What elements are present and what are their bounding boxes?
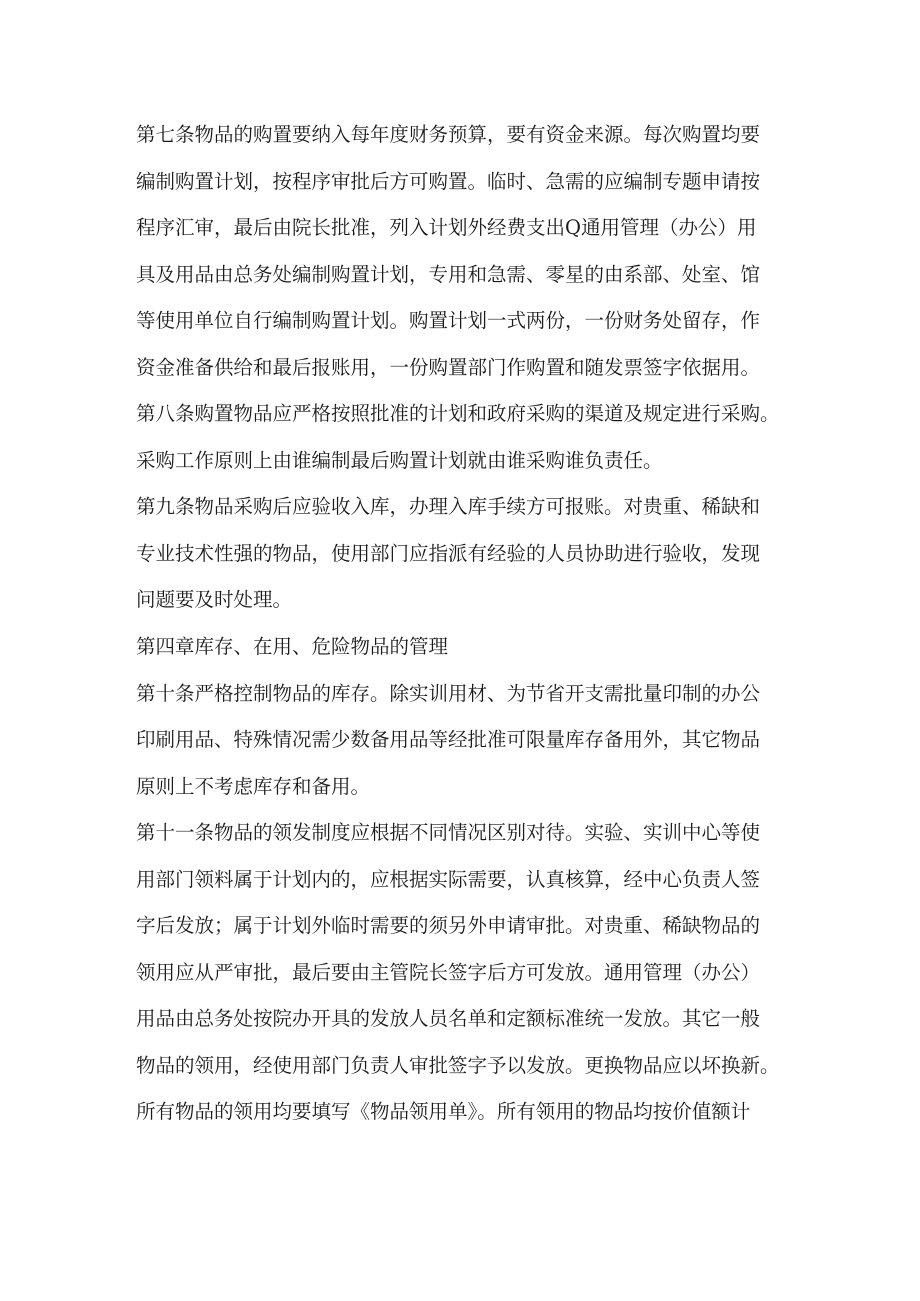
text-line: 原则上不考虑库存和备用。 — [136, 774, 371, 798]
text-line: 第九条物品采购后应验收入库，办理入库手续方可报账。对贵重、稀缺和 — [136, 495, 761, 519]
document-body — [136, 112, 816, 1136]
text-line: 物品的领用，经使用部门负责人审批签字予以发放。更换物品应以坏换新。 — [136, 1053, 780, 1077]
text-line: 采购工作原则上由谁编制最后购置计划就由谁采购谁负责任。 — [136, 448, 663, 472]
text-line: 等使用单位自行编制购置计划。购置计划一式两份，一份财务处留存，作 — [136, 309, 761, 333]
text-line: 印刷用品、特殊情况需少数备用品等经批准可限量库存备用外，其它物品 — [136, 728, 761, 752]
text-line: 专业技术性强的物品，使用部门应指派有经验的人员协助进行验收，发现 — [136, 541, 761, 565]
text-line: 编制购置计划，按程序审批后方可购置。临时、急需的应编制专题申请按 — [136, 169, 761, 193]
text-line: 程序汇审，最后由院长批准，列入计划外经费支出Q通用管理（办公）用 — [136, 216, 757, 240]
text-line: 领用应从严审批，最后要由主管院长签字后方可发放。通用管理（办公） — [136, 960, 761, 984]
text-line: 用品由总务处按院办开具的发放人员名单和定额标准统一发放。其它一般 — [136, 1007, 761, 1031]
text-line: 第八条购置物品应严格按照批准的计划和政府采购的渠道及规定进行采购。 — [136, 402, 780, 426]
text-line: 第十一条物品的领发制度应根据不同情况区别对待。实验、实训中心等使 — [136, 821, 761, 845]
text-line: 第十条严格控制物品的库存。除实训用材、为节省开支需批量印制的办公 — [136, 681, 761, 705]
text-line: 第七条物品的购置要纳入每年度财务预算，要有资金来源。每次购置均要 — [136, 123, 761, 146]
text-line: 用部门领料属于计划内的，应根据实际需要，认真核算，经中心负责人签 — [136, 867, 761, 891]
chapter-heading: 第四章库存、在用、危险物品的管理 — [136, 635, 449, 659]
text-line: 字后发放；属于计划外临时需要的须另外申请审批。对贵重、稀缺物品的 — [136, 914, 761, 938]
text-line: 具及用品由总务处编制购置计划，专用和急需、零星的由系部、处室、馆 — [136, 262, 761, 286]
text-line: 资金准备供给和最后报账用，一份购置部门作购置和随发票签字依据用。 — [136, 355, 761, 379]
text-line: 问题要及时处理。 — [136, 588, 293, 612]
text-line: 所有物品的领用均要填写《物品领用单》。所有领用的物品均按价值额计 — [136, 1100, 751, 1124]
